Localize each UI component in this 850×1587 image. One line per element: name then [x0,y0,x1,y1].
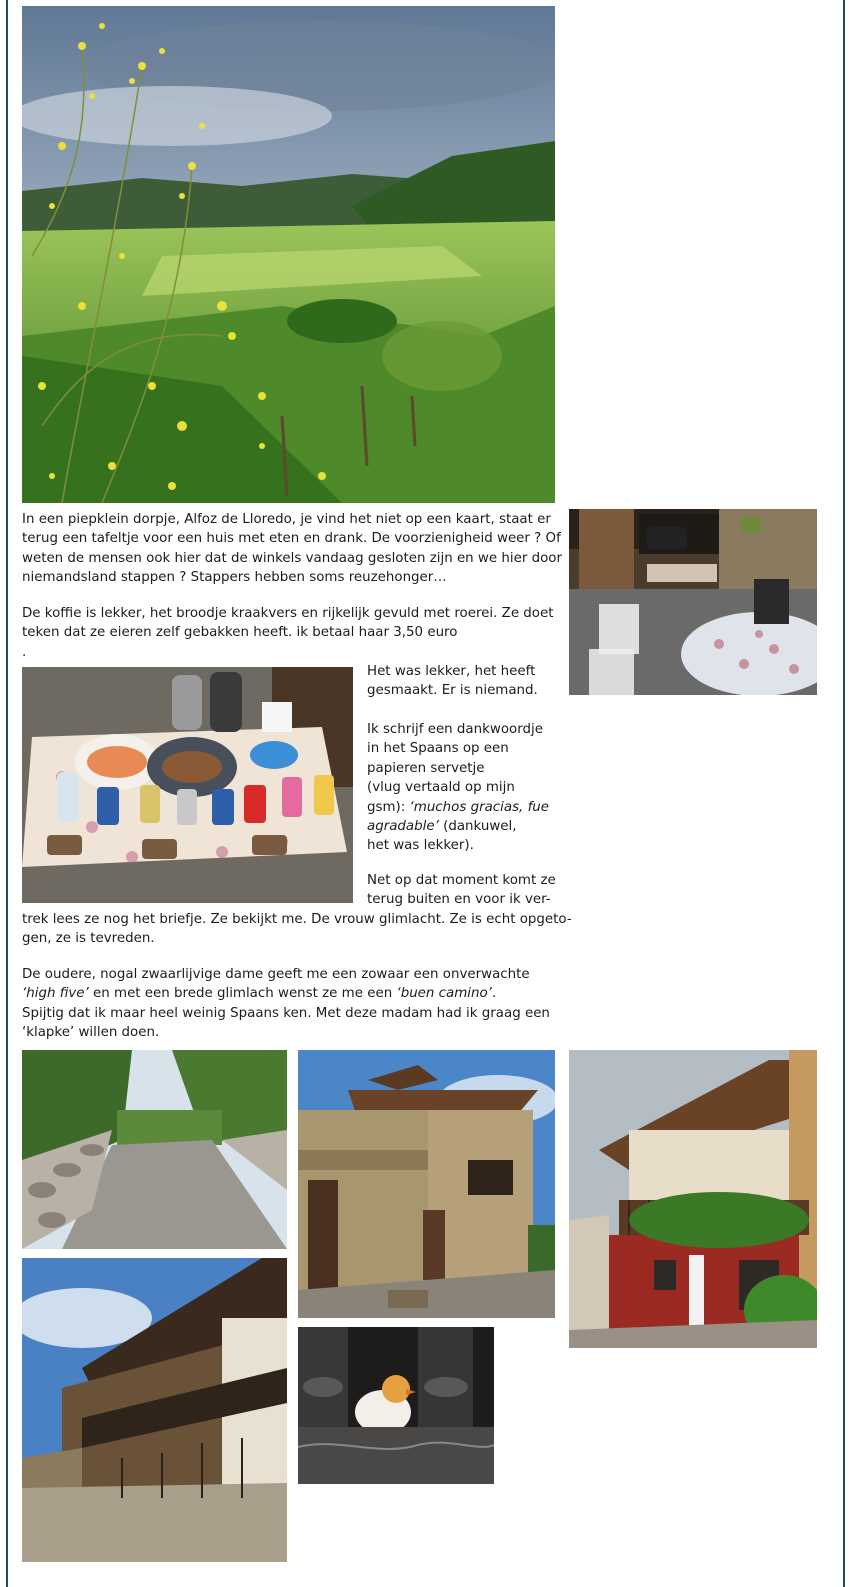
quote-high-five: ‘high five’ [22,986,89,1002]
text-line [22,984,550,1003]
text-span: . [491,986,497,1002]
landscape-photo [22,6,555,503]
text-line: in het Spaans op een [367,741,509,757]
stone-house-photo [298,1050,555,1318]
text-line: De oudere, nogal zwaarlijvige dame geeft me een zowaar een onverwachte [22,967,530,982]
text-line: teken dat ze eieren zelf gebakken heeft. ik betaal haar 3,50 euro [22,625,458,641]
text-line: Net op dat moment komt ze [367,873,556,888]
paragraph-she-returns [367,871,556,910]
paragraph-high-five [22,965,550,1043]
text-line: In een piepklein dorpje, Alfoz de Lloredo, je vind het niet op een kaart, staat er [22,512,551,527]
text-line: Het was lekker, het heeft [367,664,536,679]
text-line: trek lees ze nog het briefje. Ze bekijkt me. De vrouw glimlacht. Ze is echt opgeto- [22,912,572,927]
text-line: weten de mensen ook hier dat de winkels vandaag gesloten zijn en we hier door [22,550,562,566]
food-table-photo [22,667,353,903]
text-line: ‘klapke’ willen doen. [22,1025,160,1041]
paragraph-intro [22,510,562,588]
paragraph-she-returns-cont [22,910,572,949]
quote-buen-camino: ‘buen camino’ [396,986,492,1002]
text-line: Ik schrijf een dankwoordje [367,722,543,737]
left-border-line [6,0,8,1587]
text-line: terug een tafeltje voor een huis met eten en drank. De voorzienigheid weer ? Of [22,531,561,547]
road-photo [22,1050,287,1249]
spanish-quote: ‘muchos gracias, fue [409,799,550,815]
text-line: . [22,644,27,660]
text-line: niemandsland stappen ? Stappers hebben soms reuzehonger… [22,570,447,586]
text-line: gesmaakt. Er is niemand. [367,683,538,699]
text-line: het was lekker). [367,838,474,854]
paragraph-tasty [367,662,538,701]
right-border-line [843,0,845,1587]
text-line [367,798,549,817]
courtyard-table-photo [569,509,817,695]
bird-on-railing-photo [298,1327,494,1484]
text-line: De koffie is lekker, het broodje kraakvers en rijkelijk gevuld met roerei. Ze doet [22,606,554,621]
paragraph-coffee [22,604,554,662]
text-line [367,817,549,836]
text-line: papieren servetje [367,760,485,776]
text-span: gsm): [367,799,410,815]
red-house-photo [569,1050,817,1348]
text-line: (vlug vertaald op mijn [367,780,515,796]
spanish-quote: agradable’ [367,819,439,835]
paragraph-thank-note [367,720,549,856]
text-span: en met een brede glimlach wenst ze me een [88,986,397,1002]
text-span: (dankuwel, [438,819,517,835]
text-line: terug buiten en voor ik ver- [367,892,551,908]
text-line: Spijtig dat ik maar heel weinig Spaans ken. Met deze madam had ik graag een [22,1005,550,1021]
village-street-photo [22,1258,287,1562]
text-line: gen, ze is tevreden. [22,931,155,947]
